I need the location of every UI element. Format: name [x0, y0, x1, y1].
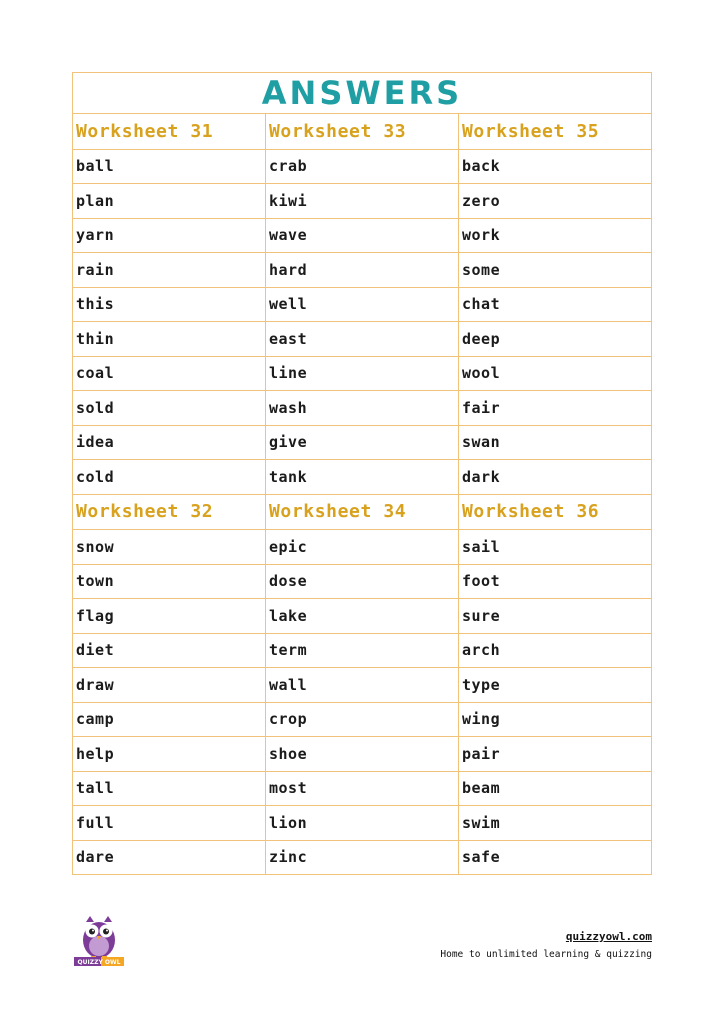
answer-word: some: [459, 253, 652, 288]
answer-word: arch: [459, 633, 652, 668]
answer-word: wash: [266, 391, 459, 426]
answer-word: sail: [459, 530, 652, 565]
quizzy-owl-logo: [74, 914, 124, 966]
answer-word: dose: [266, 564, 459, 599]
answer-word: most: [266, 771, 459, 806]
answer-word: well: [266, 287, 459, 322]
answers-table: [72, 72, 652, 875]
answer-word: tank: [266, 460, 459, 495]
answer-word: draw: [73, 668, 266, 703]
answer-word: swan: [459, 425, 652, 460]
answer-word: this: [73, 287, 266, 322]
answer-word: line: [266, 356, 459, 391]
answer-row: [73, 771, 652, 806]
answer-row: [73, 253, 652, 288]
answer-word: full: [73, 806, 266, 841]
answer-word: coal: [73, 356, 266, 391]
answer-word: ball: [73, 149, 266, 184]
answer-word: zinc: [266, 840, 459, 875]
title-row: [73, 73, 652, 114]
answer-word: epic: [266, 530, 459, 565]
worksheet-header: Worksheet 35: [459, 114, 652, 150]
answer-word: type: [459, 668, 652, 703]
answer-word: lake: [266, 599, 459, 634]
answer-row: [73, 840, 652, 875]
answer-row: [73, 218, 652, 253]
answer-word: town: [73, 564, 266, 599]
answer-word: sold: [73, 391, 266, 426]
answer-word: work: [459, 218, 652, 253]
answer-word: yarn: [73, 218, 266, 253]
answer-word: beam: [459, 771, 652, 806]
answer-word: help: [73, 737, 266, 772]
answer-word: kiwi: [266, 184, 459, 219]
answer-row: [73, 322, 652, 357]
answer-word: camp: [73, 702, 266, 737]
answer-word: lion: [266, 806, 459, 841]
worksheet-header: Worksheet 34: [266, 494, 459, 530]
answer-row: [73, 460, 652, 495]
answer-word: idea: [73, 425, 266, 460]
answer-word: chat: [459, 287, 652, 322]
tagline: Home to unlimited learning & quizzing: [440, 949, 652, 960]
answer-word: wall: [266, 668, 459, 703]
answer-word: back: [459, 149, 652, 184]
answer-word: sure: [459, 599, 652, 634]
answer-word: foot: [459, 564, 652, 599]
answer-word: snow: [73, 530, 266, 565]
page-title: ANSWERS: [73, 73, 652, 114]
answer-word: wool: [459, 356, 652, 391]
answer-word: swim: [459, 806, 652, 841]
answer-word: fair: [459, 391, 652, 426]
worksheet-header: Worksheet 32: [73, 494, 266, 530]
answer-word: rain: [73, 253, 266, 288]
answer-row: [73, 391, 652, 426]
answer-row: [73, 702, 652, 737]
answer-row: [73, 287, 652, 322]
answer-word: hard: [266, 253, 459, 288]
answer-word: wave: [266, 218, 459, 253]
answer-word: give: [266, 425, 459, 460]
worksheet-header: Worksheet 33: [266, 114, 459, 150]
answer-word: crop: [266, 702, 459, 737]
answer-word: tall: [73, 771, 266, 806]
answer-row: [73, 149, 652, 184]
answer-word: shoe: [266, 737, 459, 772]
worksheet-header: Worksheet 31: [73, 114, 266, 150]
answer-row: [73, 184, 652, 219]
answer-row: [73, 425, 652, 460]
answer-word: safe: [459, 840, 652, 875]
answer-word: wing: [459, 702, 652, 737]
worksheet-header-row: [73, 114, 652, 150]
worksheet-header-row: [73, 494, 652, 530]
answer-word: pair: [459, 737, 652, 772]
answer-row: [73, 737, 652, 772]
answer-row: [73, 356, 652, 391]
answer-row: [73, 599, 652, 634]
answer-word: diet: [73, 633, 266, 668]
answer-word: zero: [459, 184, 652, 219]
worksheet-header: Worksheet 36: [459, 494, 652, 530]
answer-word: crab: [266, 149, 459, 184]
answer-row: [73, 668, 652, 703]
answer-row: [73, 564, 652, 599]
answer-word: cold: [73, 460, 266, 495]
answer-word: thin: [73, 322, 266, 357]
answer-word: deep: [459, 322, 652, 357]
answer-word: flag: [73, 599, 266, 634]
answer-word: dark: [459, 460, 652, 495]
answer-row: [73, 806, 652, 841]
svg-text:QUIZZY OWL: QUIZZY OWL: [77, 959, 121, 966]
answer-word: plan: [73, 184, 266, 219]
site-link[interactable]: quizzyowl.com: [565, 930, 652, 943]
answer-word: east: [266, 322, 459, 357]
answer-row: [73, 633, 652, 668]
answer-word: dare: [73, 840, 266, 875]
answer-word: term: [266, 633, 459, 668]
answer-row: [73, 530, 652, 565]
